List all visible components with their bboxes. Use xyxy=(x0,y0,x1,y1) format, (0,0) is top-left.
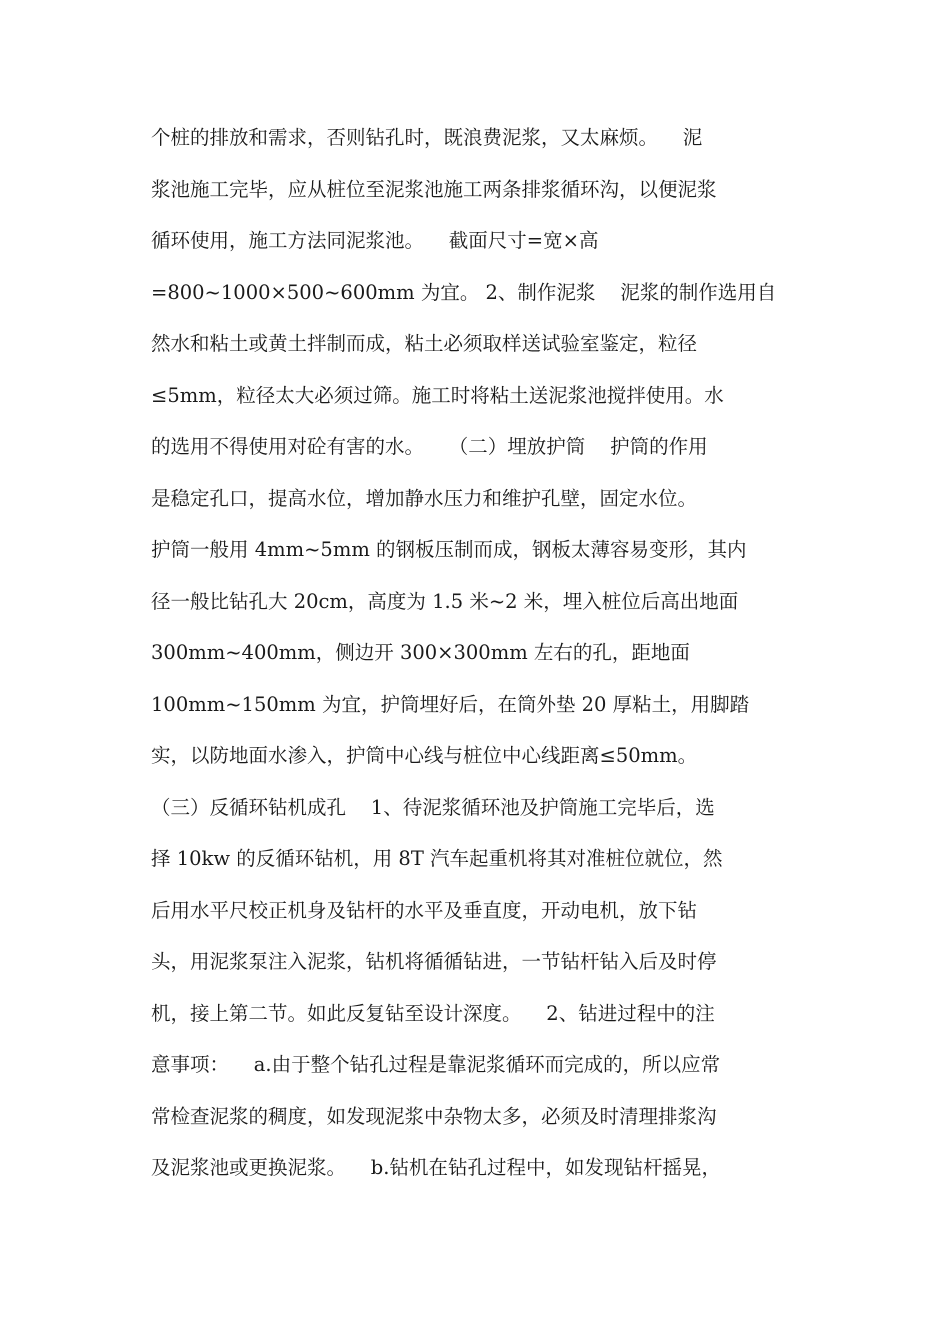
text-line: 100mm~150mm 为宜，护筒埋好后，在筒外垫 20 厚粘土，用脚踏 xyxy=(151,692,750,716)
text-line: 后用水平尺校正机身及钻杆的水平及垂直度，开动电机，放下钻 xyxy=(151,898,698,922)
body-text xyxy=(151,112,811,1194)
text-line: 实，以防地面水渗入，护筒中心线与桩位中心线距离≤50mm。 xyxy=(151,744,698,767)
text-line: 浆池施工完毕，应从桩位至泥浆池施工两条排浆循环沟，以便泥浆 xyxy=(151,177,717,201)
text-line: 头，用泥浆泵注入泥浆，钻机将循循钻进，一节钻杆钻入后及时停 xyxy=(151,950,717,973)
text-line: 及泥浆池或更换泥浆。 b.钻机在钻孔过程中，如发现钻杆摇晃， xyxy=(151,1156,721,1179)
text-line: 的选用不得使用对砼有害的水。 （二）埋放护筒 护筒的作用 xyxy=(151,435,708,458)
text-line: 意事项： a.由于整个钻孔过程是靠泥浆循环而完成的，所以应常 xyxy=(151,1053,721,1076)
text-line: 护筒一般用 4mm~5mm 的钢板压制而成，钢板太薄容易变形，其内 xyxy=(151,538,747,561)
text-line: 择 10kw 的反循环钻机，用 8T 汽车起重机将其对准桩位就位，然 xyxy=(151,847,723,870)
text-line: 径一般比钻孔大 20cm，高度为 1.5 米~2 米，埋入桩位后高出地面 xyxy=(151,589,739,613)
text-line: 循环使用，施工方法同泥浆池。 截面尺寸=宽×高 xyxy=(151,229,599,252)
text-line: =800~1000×500~600mm 为宜。 2、制作泥浆 泥浆的制作选用自 xyxy=(151,280,777,304)
text-line: ≤5mm，粒径太大必须过筛。施工时将粘土送泥浆池搅拌使用。水 xyxy=(151,383,724,407)
text-line: 然水和粘土或黄土拌制而成，粘土必须取样送试验室鉴定，粒径 xyxy=(151,332,698,355)
text-line: 个桩的排放和需求，否则钻孔时，既浪费泥浆，又太麻烦。 泥 xyxy=(151,126,703,149)
text-line: 常检查泥浆的稠度，如发现泥浆中杂物太多，必须及时清理排浆沟 xyxy=(151,1104,717,1128)
text-line: 是稳定孔口，提高水位，增加静水压力和维护孔壁，固定水位。 xyxy=(151,486,698,510)
text-line: 300mm~400mm，侧边开 300×300mm 左右的孔，距地面 xyxy=(151,641,690,664)
text-line: 机，接上第二节。如此反复钻至设计深度。 2、钻进过程中的注 xyxy=(151,1001,715,1025)
text-line: （三）反循环钻机成孔 1、待泥浆循环池及护筒施工完毕后，选 xyxy=(151,795,715,819)
